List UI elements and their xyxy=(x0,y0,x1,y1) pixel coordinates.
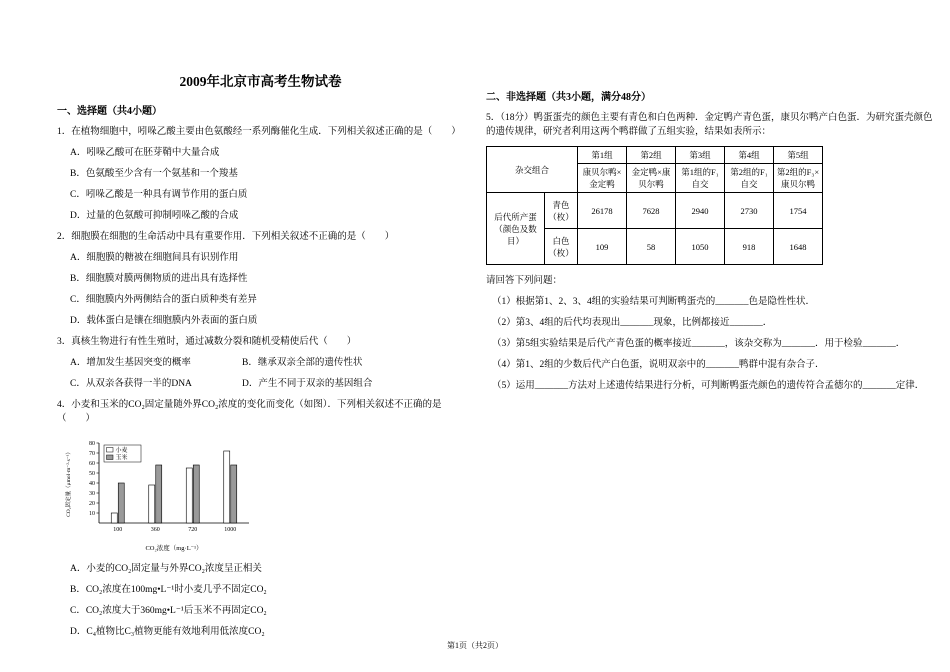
q1-option-d: D．过量的色氨酸可抑制吲哚乙酸的合成 xyxy=(70,211,239,221)
group-header-1: 第1组 xyxy=(578,147,627,164)
svg-text:70: 70 xyxy=(89,451,95,458)
q3-options-cd xyxy=(57,377,464,391)
svg-text:60: 60 xyxy=(89,461,95,468)
svg-text:360: 360 xyxy=(150,527,160,533)
co2-chart-wrap xyxy=(63,433,464,558)
q4-option-d: D．C₄植物比C₃植物更能有效地利用低浓度CO₂ xyxy=(70,627,265,637)
svg-text:50: 50 xyxy=(89,471,95,478)
q3-stem: 3．真核生物进行有性生殖时，通过减数分裂和随机受精使后代（ ） xyxy=(57,337,357,347)
cross-header-5: 第2组的F₃×康贝尔鸭 xyxy=(774,164,823,193)
group-header-4: 第4组 xyxy=(725,147,774,164)
co2-bar-chart xyxy=(63,433,281,553)
q1-option-b: B．色氨酸至少含有一个氨基和一个羧基 xyxy=(70,169,238,179)
q2-option-a: A．细胞膜的糖被在细胞间具有识别作用 xyxy=(70,253,239,263)
svg-text:720: 720 xyxy=(188,527,198,533)
svg-text:CO₂浓度（mg·L⁻¹）: CO₂浓度（mg·L⁻¹） xyxy=(145,545,203,552)
q1-stem: 1．在植物细胞中，吲哚乙酸主要由色氨酸经一系列酶催化生成．下列相关叙述正确的是（ ） xyxy=(57,127,461,137)
page-title: 2009年北京市高考生物试卷 xyxy=(179,74,342,89)
cross-header-2: 金定鸭×康贝尔鸭 xyxy=(627,164,676,193)
group-header-3: 第3组 xyxy=(676,147,725,164)
q5-sub3: （3）第5组实验结果是后代产青色蛋的概率接近_______，该杂交称为_______．用于检验_______． xyxy=(492,339,906,349)
q5-sub5: （5）运用_______方法对上述遗传结果进行分析，可判断鸭蛋壳颜色的遗传符合孟德尔的_______定律． xyxy=(492,381,925,391)
svg-text:小麦: 小麦 xyxy=(115,447,128,454)
white-value-3: 1050 xyxy=(676,229,725,265)
svg-text:100: 100 xyxy=(113,527,123,533)
table-blue-row xyxy=(487,193,823,229)
q3-option-c: C．从双亲各获得一半的DNA xyxy=(70,379,192,389)
table-corner-label: 杂交组合 xyxy=(487,147,578,193)
white-value-4: 918 xyxy=(725,229,774,265)
q4-option-c: C．CO₂浓度大于360mg•L⁻¹后玉米不再固定CO₂ xyxy=(70,606,267,616)
cross-header-4: 第2组的F₁自交 xyxy=(725,164,774,193)
q4-option-a: A．小麦的CO₂固定量与外界CO₂浓度呈正相关 xyxy=(70,564,262,574)
blue-value-4: 2730 xyxy=(725,193,774,229)
q1-option-a: A．吲哚乙酸可在胚芽鞘中大量合成 xyxy=(70,148,220,158)
svg-text:玉米: 玉米 xyxy=(115,455,128,462)
q2-option-b: B．细胞膜对膜两侧物质的进出具有选择性 xyxy=(70,274,248,284)
offspring-row-label: 后代所产蛋（颜色及数目） xyxy=(487,193,545,265)
q5-sub1: （1）根据第1、2、3、4组的实验结果可判断鸭蛋壳的_______色是隐性性状． xyxy=(492,297,816,307)
blue-egg-label: 青色（枚） xyxy=(545,193,578,229)
cross-experiment-table xyxy=(486,146,823,265)
q4-stem: 4．小麦和玉米的CO₂固定量随外界CO₂浓度的变化而变化（如图）．下列相关叙述不正确的是（ ） xyxy=(57,400,442,424)
white-value-5: 1648 xyxy=(774,229,823,265)
white-value-2: 58 xyxy=(627,229,676,265)
cross-header-3: 第1组的F₁自交 xyxy=(676,164,725,193)
blue-value-1: 26178 xyxy=(578,193,627,229)
table-header-row xyxy=(487,147,823,164)
blue-value-2: 7628 xyxy=(627,193,676,229)
page-footer: 第1页（共2页） xyxy=(447,641,503,650)
right-column xyxy=(486,88,935,400)
svg-text:CO₂固定量（μmol·m⁻²·s⁻¹）: CO₂固定量（μmol·m⁻²·s⁻¹） xyxy=(66,449,72,517)
q3-option-d: D．产生不同于双亲的基因组合 xyxy=(242,379,373,389)
q5-sub4: （4）第1、2组的少数后代产白色蛋，说明双亲中的_______鸭群中混有杂合子． xyxy=(492,360,825,370)
blue-value-3: 2940 xyxy=(676,193,725,229)
svg-text:10: 10 xyxy=(89,511,95,518)
svg-text:30: 30 xyxy=(89,491,95,498)
white-value-1: 109 xyxy=(578,229,627,265)
q3-option-b: B．继承双亲全部的遗传性状 xyxy=(242,358,363,368)
q2-option-c: C．细胞膜内外两侧结合的蛋白质种类有差异 xyxy=(70,295,257,305)
q2-stem: 2．细胞膜在细胞的生命活动中具有重要作用．下列相关叙述不正确的是（ ） xyxy=(57,232,395,242)
cross-header-1: 康贝尔鸭×金定鸭 xyxy=(578,164,627,193)
white-egg-label: 白色（枚） xyxy=(545,229,578,265)
q5-stem: 5．（18分）鸭蛋蛋壳的颜色主要有青色和白色两种．金定鸭产青色蛋，康贝尔鸭产白色蛋．为研究蛋壳颜色的遗传规律，研究者利用这两个鸭群做了五组实验，结果如表所示： xyxy=(486,113,933,137)
q1-option-c: C．吲哚乙酸是一种具有调节作用的蛋白质 xyxy=(70,190,248,200)
q3-option-a: A．增加发生基因突变的概率 xyxy=(70,358,191,368)
svg-text:20: 20 xyxy=(89,501,95,508)
svg-text:40: 40 xyxy=(89,481,95,488)
group-header-2: 第2组 xyxy=(627,147,676,164)
q4-option-b: B．CO₂浓度在100mg•L⁻¹时小麦几乎不固定CO₂ xyxy=(70,585,267,595)
section-heading-nonchoice: 二、非选择题（共3小题，满分48分） xyxy=(486,92,651,103)
q2-option-d: D．载体蛋白是镶在细胞膜内外表面的蛋白质 xyxy=(70,316,258,326)
section-heading-choice: 一、选择题（共4小题） xyxy=(57,106,162,117)
q5-sub2: （2）第3、4组的后代均表现出_______现象，比例都接近_______． xyxy=(492,318,773,328)
blue-value-5: 1754 xyxy=(774,193,823,229)
left-column xyxy=(57,70,464,646)
q3-options-ab xyxy=(57,356,464,370)
svg-text:80: 80 xyxy=(89,441,95,448)
group-header-5: 第5组 xyxy=(774,147,823,164)
answer-intro: 请回答下列问题： xyxy=(486,276,563,286)
svg-text:1000: 1000 xyxy=(224,527,237,533)
